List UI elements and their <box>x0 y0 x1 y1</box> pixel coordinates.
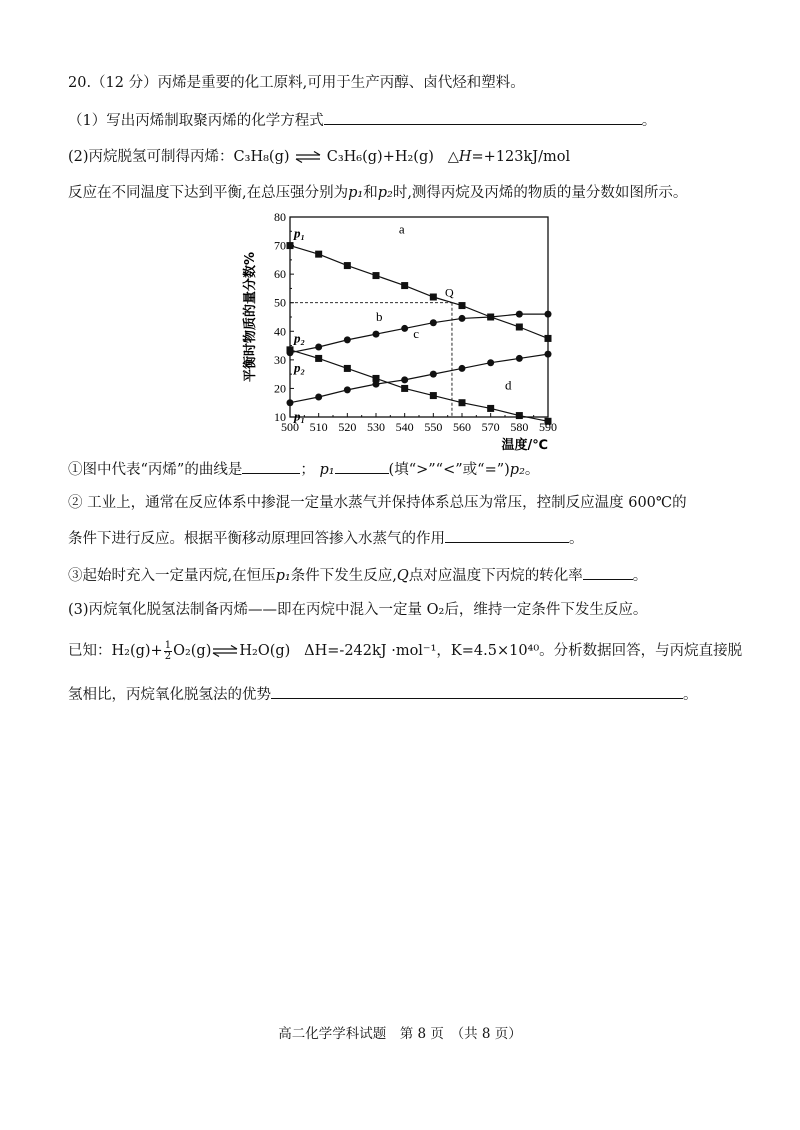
x-tick-label: 570 <box>481 420 500 434</box>
series-line-a <box>290 246 548 339</box>
part3-known: 已知：H₂(g)+ $\frac{1}{2}$ O₂(g) H₂O(g) ΔH=-242kJ ·mol⁻¹，K=4.5×10⁴⁰。分析数据回答，与丙烷直接脱 <box>68 639 743 662</box>
x-tick-label: 590 <box>539 420 557 434</box>
data-point-d <box>315 394 322 401</box>
data-point-a <box>344 262 351 269</box>
data-point-d <box>459 365 466 372</box>
series-label-d: d <box>505 377 512 393</box>
answer-blank-1[interactable] <box>324 109 642 125</box>
data-point-c <box>487 405 494 412</box>
pressure-label: p₁ <box>294 225 306 241</box>
equilibrium-chart <box>230 205 560 455</box>
data-point-b <box>459 315 466 322</box>
data-point-b <box>344 336 351 343</box>
data-point-b <box>487 314 494 321</box>
series-label-c: c <box>413 325 420 341</box>
data-point-d <box>430 371 437 378</box>
data-point-b <box>401 325 408 332</box>
data-point-a <box>373 272 380 279</box>
data-point-c <box>401 385 408 392</box>
x-tick-label: 560 <box>453 420 471 434</box>
data-point-c <box>315 355 322 362</box>
data-point-a <box>401 282 408 289</box>
question-header: 20.（12 分）丙烯是重要的化工原料,可用于生产丙醇、卤代烃和塑料。 <box>68 75 525 91</box>
part2-equation: (2)丙烷脱氢可制得丙烯：C₃H₈(g) C₃H₆(g)+H₂(g) △H=+123kJ/mol <box>68 149 571 165</box>
y-tick-label: 30 <box>274 352 286 367</box>
y-tick-label: 20 <box>274 381 286 396</box>
data-point-d <box>487 359 494 366</box>
data-point-d <box>516 355 523 362</box>
x-tick-label: 520 <box>338 420 357 434</box>
pressure-label: p₁ <box>294 408 306 424</box>
q3: ③起始时充入一定量丙烷,在恒压p₁条件下发生反应,Q点对应温度下丙烷的转化率 。 <box>68 564 647 587</box>
data-point-a <box>459 302 466 309</box>
pressure-label: p₂ <box>294 359 306 375</box>
y-tick-label: 40 <box>274 324 286 339</box>
pressure-label: p₂ <box>294 330 306 346</box>
data-point-c <box>459 399 466 406</box>
y-tick-label: 60 <box>274 267 286 282</box>
answer-blank-5[interactable] <box>583 564 633 580</box>
x-tick-label: 540 <box>395 420 414 434</box>
fraction: $\frac{1}{2}$ <box>164 639 172 662</box>
data-point-a <box>430 294 437 301</box>
x-tick-label: 510 <box>309 420 328 434</box>
data-point-b <box>373 331 380 338</box>
y-tick-label: 80 <box>274 210 286 224</box>
answer-blank-3[interactable] <box>335 458 389 474</box>
x-tick-label: 550 <box>424 420 443 434</box>
part1: （1）写出丙烯制取聚丙烯的化学方程式 。 <box>68 109 656 132</box>
y-tick-label: 10 <box>274 410 286 424</box>
part3-line1: (3)丙烷氧化脱氢法制备丙烯——即在丙烷中混入一定量 O₂后，维持一定条件下发生反应。 <box>68 602 648 618</box>
data-point-d <box>401 376 408 383</box>
y-tick-label: 70 <box>274 238 286 253</box>
answer-blank-4[interactable] <box>445 527 569 543</box>
part2-description: 反应在不同温度下达到平衡,在总压强分别为p₁和p₂时,测得丙烷及丙烯的物质的量分数如图所示。 <box>68 185 688 201</box>
point-q-label: Q <box>444 285 454 300</box>
x-axis-label: 温度/℃ <box>501 438 548 453</box>
data-point-a <box>516 324 523 331</box>
part3-line3: 氢相比，丙烷氧化脱氢法的优势 。 <box>68 683 698 706</box>
equilibrium-arrow-icon <box>211 645 239 657</box>
x-tick-label: 530 <box>367 420 385 434</box>
y-tick-label: 50 <box>274 295 286 310</box>
x-tick-label: 580 <box>510 420 529 434</box>
y-axis-label: 平衡时物质的量分数% <box>243 251 258 383</box>
x-tick-label: 500 <box>281 420 299 434</box>
series-label-b: b <box>376 309 383 325</box>
equilibrium-arrow-icon <box>294 151 322 163</box>
series-label-a: a <box>398 221 405 237</box>
q2-line2: 条件下进行反应。根据平衡移动原理回答掺入水蒸气的作用 。 <box>68 527 584 550</box>
q1: ①图中代表“丙烯”的曲线是 ； p₁ (填“>”“<”或“=”)p₂。 <box>68 458 539 481</box>
answer-blank-6[interactable] <box>271 683 683 699</box>
data-point-b <box>516 311 523 318</box>
page-footer: 高二化学学科试题 第 8 页 （共 8 页） <box>278 1026 522 1042</box>
data-point-c <box>430 392 437 399</box>
data-point-c <box>344 365 351 372</box>
data-point-d <box>344 386 351 393</box>
answer-blank-2[interactable] <box>242 458 300 474</box>
data-point-a <box>315 251 322 258</box>
data-point-d <box>373 381 380 388</box>
data-point-b <box>430 319 437 326</box>
data-point-b <box>315 344 322 351</box>
q2-line1: ② 工业上，通常在反应体系中掺混一定量水蒸气并保持体系总压为常压，控制反应温度 600℃的 <box>68 495 687 511</box>
